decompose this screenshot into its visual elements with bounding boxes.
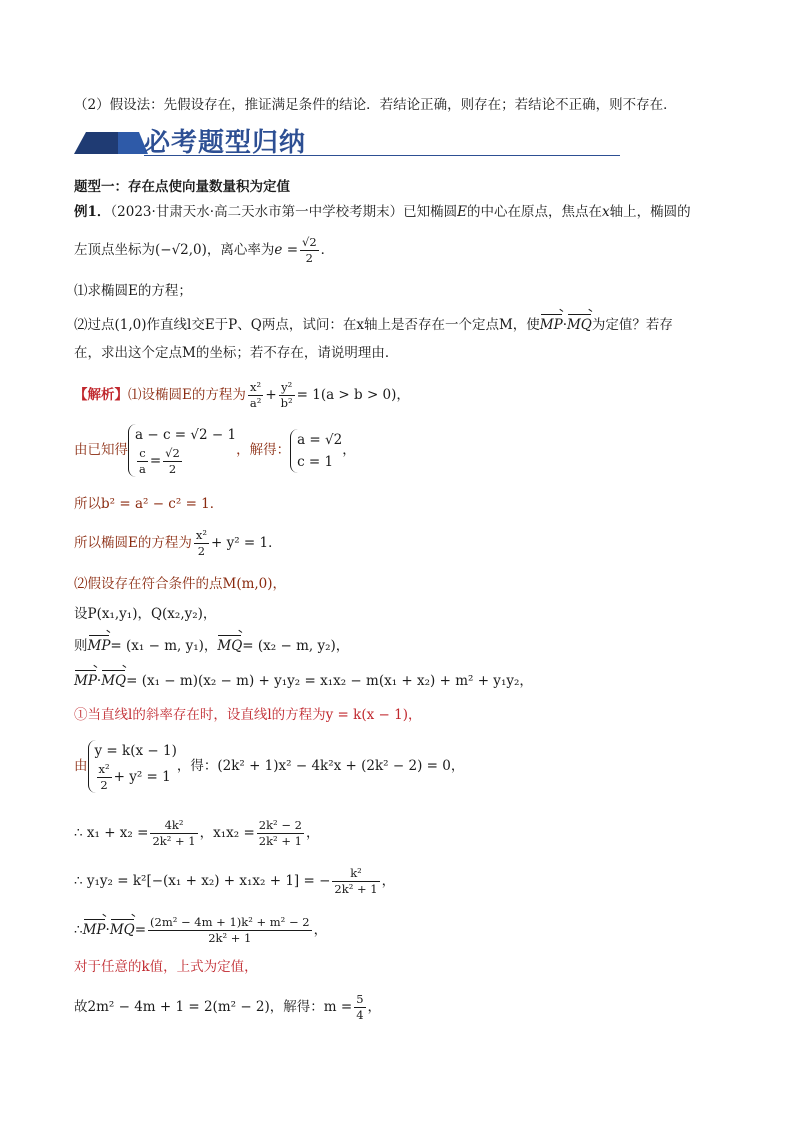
vertex-coordinate: (−√2,0) bbox=[155, 242, 207, 258]
example-line-2: 左顶点坐标为(−√2,0)，离心率为e = $\frac{√2}{2}$ ． bbox=[74, 235, 335, 265]
banner-title: 必考题型归纳 bbox=[144, 128, 307, 158]
solution-line-2: 由已知得 a − c = √2 − 1 $\frac{c}{a}$ = $\frac{√2}{2}$ ，解得： a = √2 c = 1 ， bbox=[74, 424, 356, 477]
solution-line-15: 故2m² − 4m + 1 = 2(m² − 2)，解得：m = $\frac{5}{4}$ ， bbox=[74, 992, 382, 1022]
question-2-line-1: ⑵过点(1,0)作直线l交E于P、Q两点，试问：在x轴上是否存在一个定点M，使MP·MQ为定值？若存 bbox=[74, 317, 673, 333]
equation-system: a − c = √2 − 1 $\frac{c}{a}$ = $\frac{√2}{2}$ bbox=[128, 424, 236, 477]
solution-system: a = √2 c = 1 bbox=[290, 429, 342, 473]
solution-line-3: 所以b² = a² − c² = 1． bbox=[74, 496, 224, 512]
solution-line-14: 对于任意的k值，上式为定值， bbox=[74, 959, 258, 975]
example-line-1: 例1．（2023·甘肃天水·高二天水市第一中学校考期末）已知椭圆E的中心在原点，焦点在x轴上，椭圆的 bbox=[74, 204, 691, 220]
solution-line-7: 则MP= (x₁ − m, y₁)，MQ= (x₂ − m, y₂)， bbox=[74, 638, 350, 654]
section-banner bbox=[74, 120, 620, 160]
solution-line-11: ∴ x₁ + x₂ = $\frac{\text{4k²}}{\text{2k² + 1}}$ ，x₁x₂ = $\frac{\text{2k² − 2}}{\text{2k² + 1}}$ ， bbox=[74, 818, 320, 848]
question-2-line-2: 在，求出这个定点M的坐标；若不存在，请说明理由． bbox=[74, 345, 399, 361]
banner-underline bbox=[144, 155, 620, 156]
solution-line-4: 所以椭圆E的方程为 $\frac{\text{x²}}{2}$ + y² = 1． bbox=[74, 528, 282, 558]
solution-line-13: ∴MP·MQ= $\frac{\text{(2m² − 4m + 1)k² + m² − 2}}{\text{2k² + 1}}$ ， bbox=[74, 915, 328, 945]
solution-line-6: 设P(x₁,y₁)，Q(x₂,y₂)， bbox=[74, 606, 217, 622]
intro-method-item: （2）假设法：先假设存在，推证满足条件的结论．若结论正确，则存在；若结论不正确，则不存在． bbox=[74, 97, 677, 113]
question-1: ⑴求椭圆E的方程； bbox=[74, 283, 192, 299]
solution-tag: 【解析】 bbox=[74, 387, 128, 403]
solution-line-1: 【解析】⑴设椭圆E的方程为 $\frac{\text{x²}}{\text{a²}}$ + $\frac{\text{y²}}{\text{b²}}$ = 1(a > b > 0)， bbox=[74, 380, 410, 410]
question-type-heading: 题型一：存在点使向量数量积为定值 bbox=[74, 179, 290, 195]
example-label: 例1． bbox=[74, 204, 111, 220]
solution-line-12: ∴ y₁y₂ = k²[−(x₁ + x₂) + x₁x₂ + 1] = − $\frac{\text{k²}}{\text{2k² + 1}}$ ， bbox=[74, 866, 396, 896]
banner-dark-stripe bbox=[74, 132, 118, 154]
solution-line-5: ⑵假设存在符合条件的点M(m,0)， bbox=[74, 576, 287, 592]
line-ellipse-system: y = k(x − 1) $\frac{\text{x²}}{2}$ + y² = 1 bbox=[88, 740, 177, 793]
example-source: （2023·甘肃天水·高二天水市第一中学校考期末） bbox=[110, 204, 404, 220]
solution-line-9: ①当直线l的斜率存在时，设直线l的方程为y = k(x − 1)， bbox=[74, 707, 422, 723]
solution-line-8: MP·MQ= (x₁ − m)(x₂ − m) + y₁y₂ = x₁x₂ − m(x₁ + x₂) + m² + y₁y₂， bbox=[74, 673, 533, 689]
solution-line-10: 由 y = k(x − 1) $\frac{\text{x²}}{2}$ + y² = 1 ，得：(2k² + 1)x² − 4k²x + (2k² − 2) = 0， bbox=[74, 740, 464, 793]
eccentricity-fraction: $\frac{√2}{2}$ bbox=[302, 235, 317, 265]
